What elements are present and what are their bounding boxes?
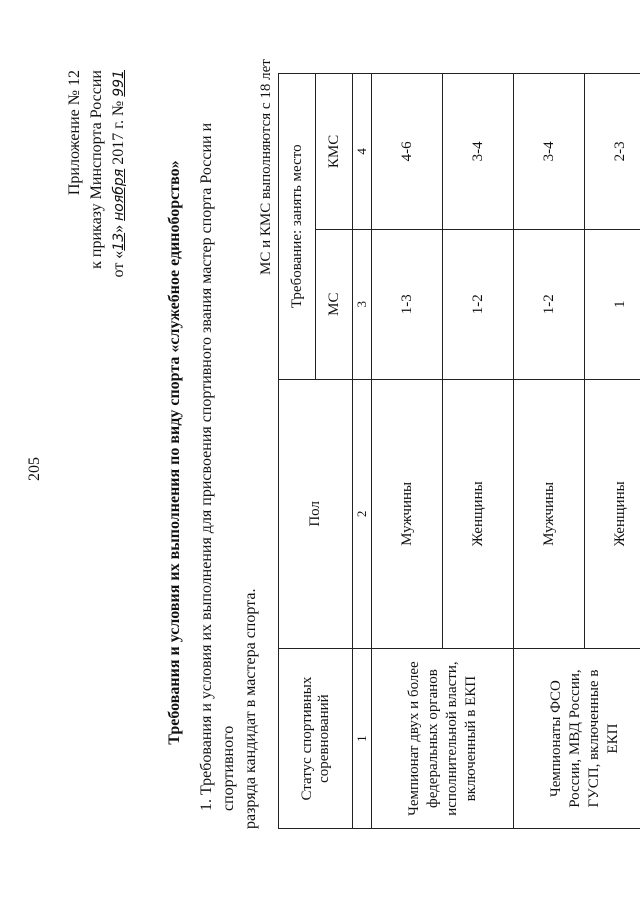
gender-cell: Мужчины (372, 379, 443, 649)
status-cell-1: Чемпионат двух и более федеральных органов исполнительной власти, включенный в ЕКП (372, 649, 514, 829)
handwritten-day: 13 (111, 232, 127, 251)
kms-cell: 3-4 (514, 74, 585, 230)
header-gender: Пол (279, 379, 353, 649)
intro-line-2: разряда кандидат в мастера спорта. (242, 588, 259, 829)
col-index-1: 1 (353, 649, 372, 829)
ms-cell: 1 (585, 229, 640, 379)
intro-paragraph (196, 69, 262, 829)
header-status: Статус спортивных соревнований (279, 649, 353, 829)
intro-line-1: 1. Требования и условия их выполнения для присвоения спортивного звания мастер спорта России и спортивного (198, 122, 237, 811)
handwritten-number: 991 (111, 70, 127, 97)
appendix-title: Приложение № 12 (66, 70, 83, 196)
handwritten-month: ноября (111, 168, 127, 221)
ms-cell: 1-3 (372, 229, 443, 379)
age-note: МС и КМС выполняются с 18 лет (258, 59, 274, 275)
gender-cell: Женщины (443, 379, 514, 649)
gender-cell: Мужчины (514, 379, 585, 649)
col-index-2: 2 (353, 379, 372, 649)
header-requirement: Требование: занять место (279, 74, 316, 380)
appendix-header (64, 70, 130, 300)
requirements-table (278, 73, 640, 829)
header-kms: КМС (316, 74, 353, 230)
status-cell-2: Чемпионаты ФСО России, МВД России, ГУСП, включенные в ЕКП (514, 649, 640, 829)
appendix-date-line: от «13» ноября 2017 г. № 991 (110, 70, 127, 278)
col-index-4: 4 (353, 74, 372, 230)
kms-cell: 2-3 (585, 74, 640, 230)
appendix-order-ref: к приказу Минспорта России (88, 70, 105, 269)
ms-cell: 1-2 (514, 229, 585, 379)
page-number: 205 (26, 457, 43, 481)
header-ms: МС (316, 229, 353, 379)
col-index-3: 3 (353, 229, 372, 379)
kms-cell: 4-6 (372, 74, 443, 230)
gender-cell: Женщины (585, 379, 640, 649)
kms-cell: 3-4 (443, 74, 514, 230)
document-title: Требования и условия их выполнения по виду спорта «служебное единоборство» (166, 160, 183, 745)
ms-cell: 1-2 (443, 229, 514, 379)
